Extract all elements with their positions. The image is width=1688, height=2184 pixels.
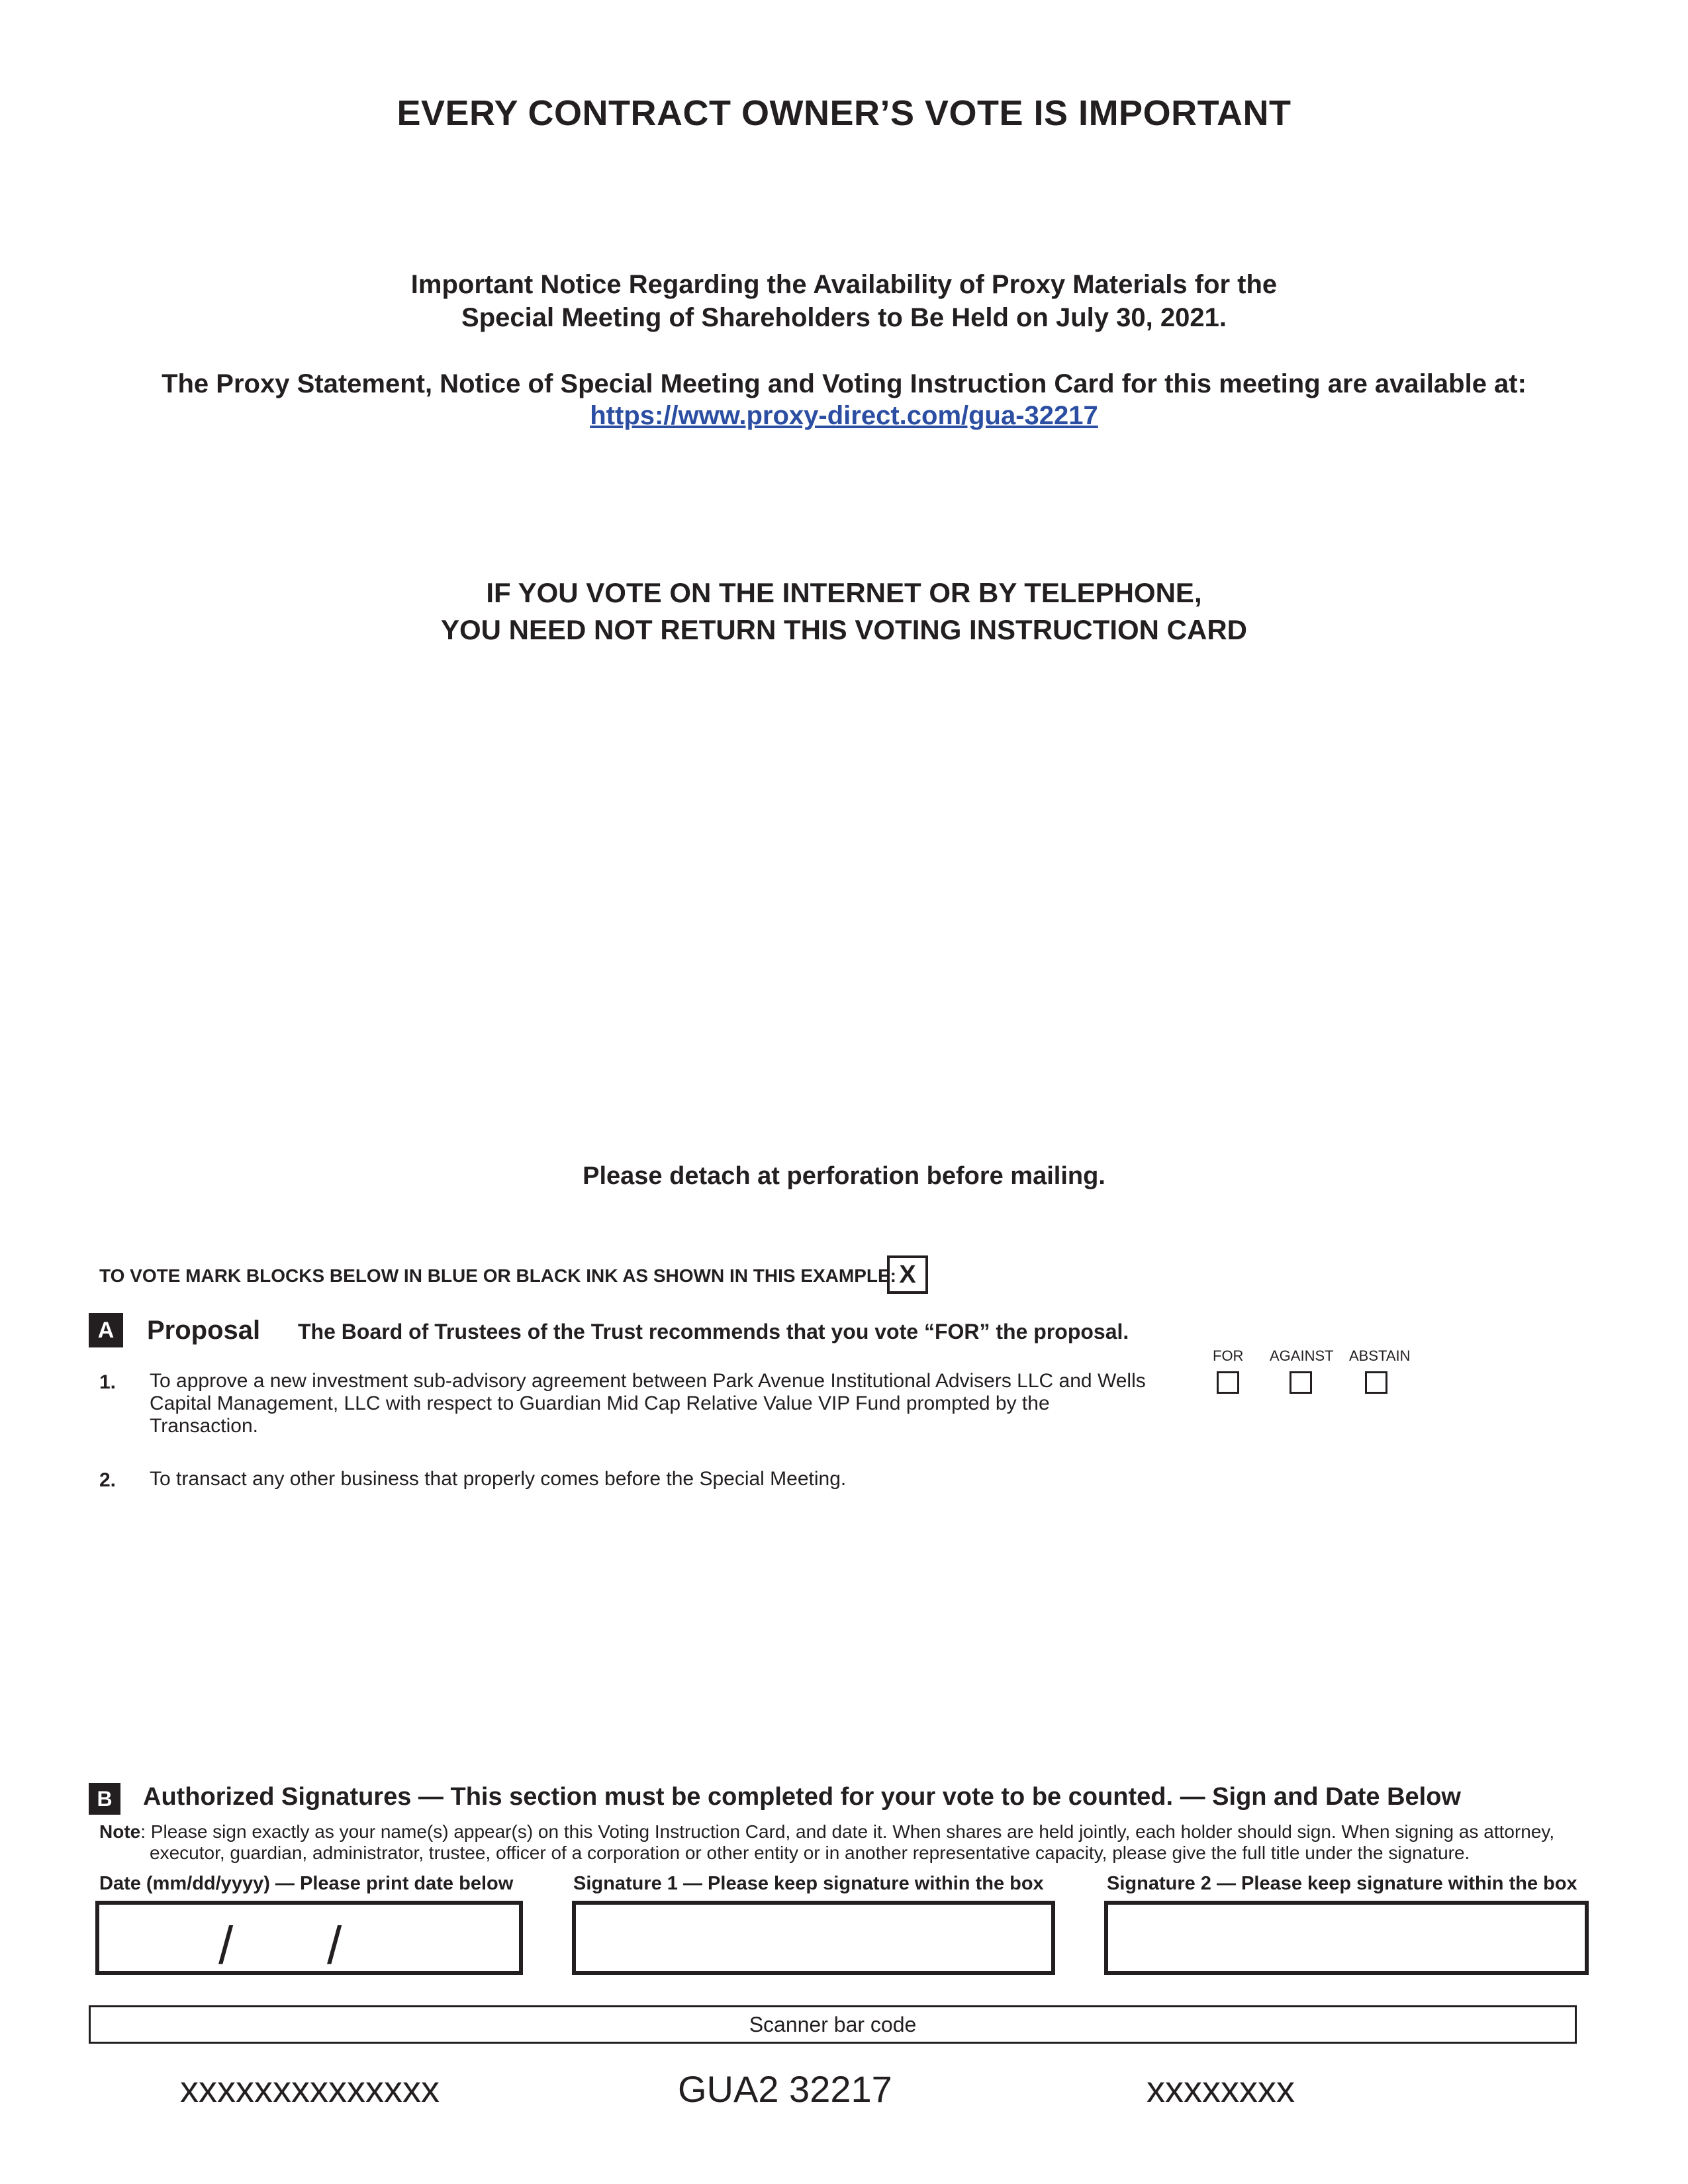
signature-note [99,1821,1589,1843]
footer-code-center: GUA2 32217 [678,2068,892,2110]
availability-text: The Proxy Statement, Notice of Special Meeting and Voting Instruction Card for this meeting are available at: [162,369,1526,398]
proposal-item-number: 1. [99,1371,117,1393]
vote-header-for: FOR [1213,1347,1244,1364]
example-mark-box: X [887,1255,928,1294]
board-recommendation: The Board of Trustees of the Trust recommends that you vote “FOR” the proposal. [298,1320,1129,1343]
proposal-item-text: To approve a new investment sub-advisory agreement between Park Avenue Institutional Advisers LLC and Wells Capital Management, LLC with respect to Guardian Mid Cap Relative Value VIP Fund prompted by the Transaction. [150,1370,1146,1437]
date-field[interactable] [95,1901,523,1975]
vote-against-checkbox[interactable] [1289,1371,1312,1394]
internet-vote-line-2: YOU NEED NOT RETURN THIS VOTING INSTRUCTION CARD [440,614,1248,645]
signature-2-field[interactable] [1104,1901,1589,1975]
notice-line-2: Special Meeting of Shareholders to Be Held on July 30, 2021. [461,303,1227,332]
section-b-badge: B [89,1783,120,1815]
notice-line-1: Important Notice Regarding the Availability of Proxy Materials for the [410,270,1278,299]
footer-code-right: xxxxxxxx [1147,2068,1295,2110]
signature-1-field[interactable] [572,1901,1055,1975]
note-label: Note [99,1821,141,1842]
note-text: : Please sign exactly as your name(s) appear(s) on this Voting Instruction Card, and date it. When shares are held jointly, each holder should sign. When signing as attorney, [140,1821,1555,1842]
vote-header-abstain: ABSTAIN [1349,1347,1411,1364]
authorized-signatures-heading: Authorized Signatures — This section must be completed for your vote to be counted. — Sign and Date Below [143,1783,1461,1811]
footer-code-left: xxxxxxxxxxxxxx [180,2068,440,2110]
scanner-bar-code: Scanner bar code [89,2005,1577,2044]
note-text-continued: executor, guardian, administrator, trustee, officer of a corporation or other entity or in another representative capacity, please give the full title under the signature. [150,1843,1470,1863]
signature-1-label: Signature 1 — Please keep signature within the box [573,1873,1044,1894]
section-a-badge: A [89,1313,123,1347]
page-title: EVERY CONTRACT OWNER’S VOTE IS IMPORTANT [397,93,1291,133]
vote-for-checkbox[interactable] [1217,1371,1239,1394]
signature-2-label: Signature 2 — Please keep signature within the box [1107,1873,1577,1894]
internet-vote-line-1: IF YOU VOTE ON THE INTERNET OR BY TELEPHONE, [486,577,1202,608]
date-separator: / [327,1916,342,1975]
proxy-materials-link[interactable]: https://www.proxy-direct.com/gua-32217 [590,401,1098,430]
proposal-item-number: 2. [99,1469,117,1491]
proposal-item-text: To transact any other business that properly comes before the Special Meeting. [150,1468,847,1490]
vote-abstain-checkbox[interactable] [1365,1371,1387,1394]
date-field-label: Date (mm/dd/yyyy) — Please print date below [99,1873,514,1894]
vote-header-against: AGAINST [1270,1347,1334,1364]
detach-instruction: Please detach at perforation before mailing. [583,1162,1105,1190]
proposal-heading: Proposal [147,1316,261,1345]
vote-mark-instruction: TO VOTE MARK BLOCKS BELOW IN BLUE OR BLACK INK AS SHOWN IN THIS EXAMPLE: [99,1265,896,1286]
date-separator: / [218,1916,234,1975]
